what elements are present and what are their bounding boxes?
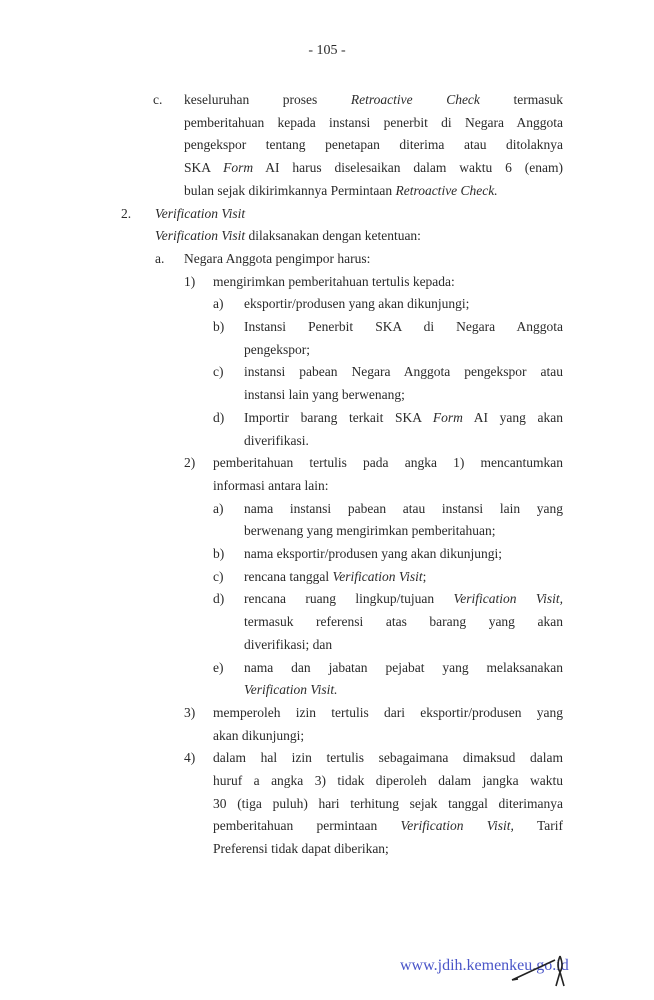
- text-line: [155, 228, 421, 244]
- text-segment: diverifikasi; dan: [244, 636, 333, 652]
- text-line: [184, 115, 563, 131]
- italic-term: Verification Visit: [155, 205, 246, 221]
- text-line: [244, 591, 563, 607]
- list-marker: b): [213, 546, 225, 561]
- italic-term: Retroactive Check: [350, 92, 480, 107]
- text-line: [184, 92, 563, 108]
- text-segment: diverifikasi.: [244, 432, 309, 448]
- text-segment: termasuk referensi atas barang yang akan: [244, 614, 563, 630]
- text-line: [244, 682, 338, 698]
- list-marker: e): [213, 659, 224, 675]
- text-line: [244, 501, 563, 517]
- list-marker: 3): [184, 704, 196, 720]
- italic-term: Form: [432, 409, 463, 425]
- italic-term: Verification Visit: [155, 228, 246, 244]
- text-segment: nama instansi pabean atau instansi lain yang: [244, 500, 563, 516]
- text-line: [184, 160, 563, 176]
- text-segment: pengekspor tentang penetapan diterima atau ditolaknya: [184, 137, 563, 153]
- text-line: [213, 455, 563, 471]
- text-segment: memperoleh izin tertulis dari eksportir/produsen yang: [213, 704, 563, 720]
- text-line: [244, 614, 563, 630]
- signature-icon: [510, 952, 580, 992]
- text-line: [244, 364, 563, 380]
- text-segment: rencana ruang lingkup/tujuan: [244, 591, 454, 607]
- list-marker: 1): [184, 273, 196, 289]
- text-line: [244, 296, 469, 312]
- page-number: - 105 -: [308, 43, 346, 58]
- text-segment: berwenang yang mengirimkan pemberitahuan;: [244, 523, 496, 539]
- text-line: [213, 728, 304, 744]
- text-segment: pemberitahuan permintaan: [213, 818, 401, 834]
- list-marker: c): [213, 568, 224, 584]
- text-line: [244, 433, 309, 449]
- text-segment: 30 (tiga puluh) hari terhitung sejak tanggal diterimanya: [213, 795, 563, 811]
- text-line: [244, 387, 405, 403]
- list-marker: 4): [184, 750, 196, 766]
- text-segment: mengirimkan pemberitahuan tertulis kepada:: [213, 273, 455, 289]
- italic-term: Verification Visit,: [453, 591, 563, 607]
- text-segment: termasuk: [479, 92, 563, 107]
- text-line: [213, 818, 563, 834]
- text-segment: rencana tanggal: [244, 568, 333, 584]
- text-segment: dilaksanakan dengan ketentuan:: [245, 228, 421, 244]
- watermark-link[interactable]: www.jdih.kemenkeu.go.id: [400, 957, 569, 974]
- text-line: [213, 478, 328, 494]
- text-line: [184, 183, 498, 199]
- text-segment: AI harus diselesaikan dalam waktu 6 (enam): [253, 160, 564, 176]
- italic-term: Form: [223, 160, 254, 176]
- text-segment: nama eksportir/produsen yang akan dikunjungi;: [244, 546, 502, 561]
- text-line: [244, 410, 563, 426]
- text-segment: huruf a angka 3) tidak diperoleh dalam jangka waktu: [213, 773, 563, 788]
- text-segment: pemberitahuan kepada instansi penerbit di Negara Anggota: [184, 114, 563, 130]
- text-segment: dalam hal izin tertulis sebagaimana dimaksud dalam: [213, 750, 563, 766]
- text-line: [213, 841, 389, 857]
- text-segment: bulan sejak dikirimkannya Permintaan: [184, 182, 396, 198]
- italic-term: Verification Visit: [332, 568, 423, 584]
- text-segment: instansi pabean Negara Anggota pengekspor atau: [244, 364, 563, 380]
- text-line: [155, 206, 245, 222]
- text-segment: Tarif: [513, 818, 563, 834]
- text-line: [213, 750, 563, 766]
- list-marker: 2.: [121, 205, 132, 221]
- text-line: [184, 137, 563, 153]
- text-line: [244, 660, 563, 676]
- text-segment: pengekspor;: [244, 341, 310, 357]
- text-line: [244, 342, 310, 358]
- text-segment: Preferensi tidak dapat diberikan;: [213, 841, 389, 857]
- italic-term: Verification Visit,: [400, 818, 514, 834]
- list-marker: c.: [153, 92, 163, 107]
- list-marker: d): [213, 409, 225, 425]
- text-segment: eksportir/produsen yang akan dikunjungi;: [244, 296, 470, 312]
- text-segment: AI yang akan: [462, 409, 563, 425]
- italic-term: Retroactive Check.: [395, 182, 498, 198]
- text-segment: pemberitahuan tertulis pada angka 1) mencantumkan: [213, 455, 563, 471]
- list-marker: 2): [184, 455, 196, 471]
- text-line: [213, 274, 455, 290]
- text-segment: nama dan jabatan pejabat yang melaksanakan: [244, 659, 563, 675]
- text-line: [244, 523, 496, 539]
- text-segment: ;: [422, 568, 427, 584]
- text-segment: SKA: [184, 160, 224, 176]
- list-marker: a): [213, 500, 224, 516]
- list-marker: a.: [155, 250, 165, 266]
- list-marker: c): [213, 364, 224, 380]
- text-segment: instansi lain yang berwenang;: [244, 387, 405, 403]
- list-marker: b): [213, 319, 225, 334]
- text-segment: Negara Anggota pengimpor harus:: [184, 250, 371, 266]
- text-line: [213, 796, 563, 812]
- text-line: [213, 705, 563, 721]
- text-segment: keseluruhan proses: [184, 92, 351, 107]
- text-line: [244, 546, 502, 562]
- text-line: [244, 637, 332, 653]
- text-line: [184, 251, 370, 267]
- text-line: [213, 773, 563, 789]
- list-marker: a): [213, 296, 224, 312]
- text-segment: Importir barang terkait SKA: [244, 409, 433, 425]
- text-segment: Instansi Penerbit SKA di Negara Anggota: [244, 319, 563, 334]
- text-line: [244, 569, 426, 585]
- italic-term: Verification Visit.: [244, 682, 338, 698]
- text-segment: informasi antara lain:: [213, 477, 329, 493]
- list-marker: d): [213, 591, 225, 607]
- text-segment: akan dikunjungi;: [213, 727, 305, 743]
- text-line: [244, 319, 563, 335]
